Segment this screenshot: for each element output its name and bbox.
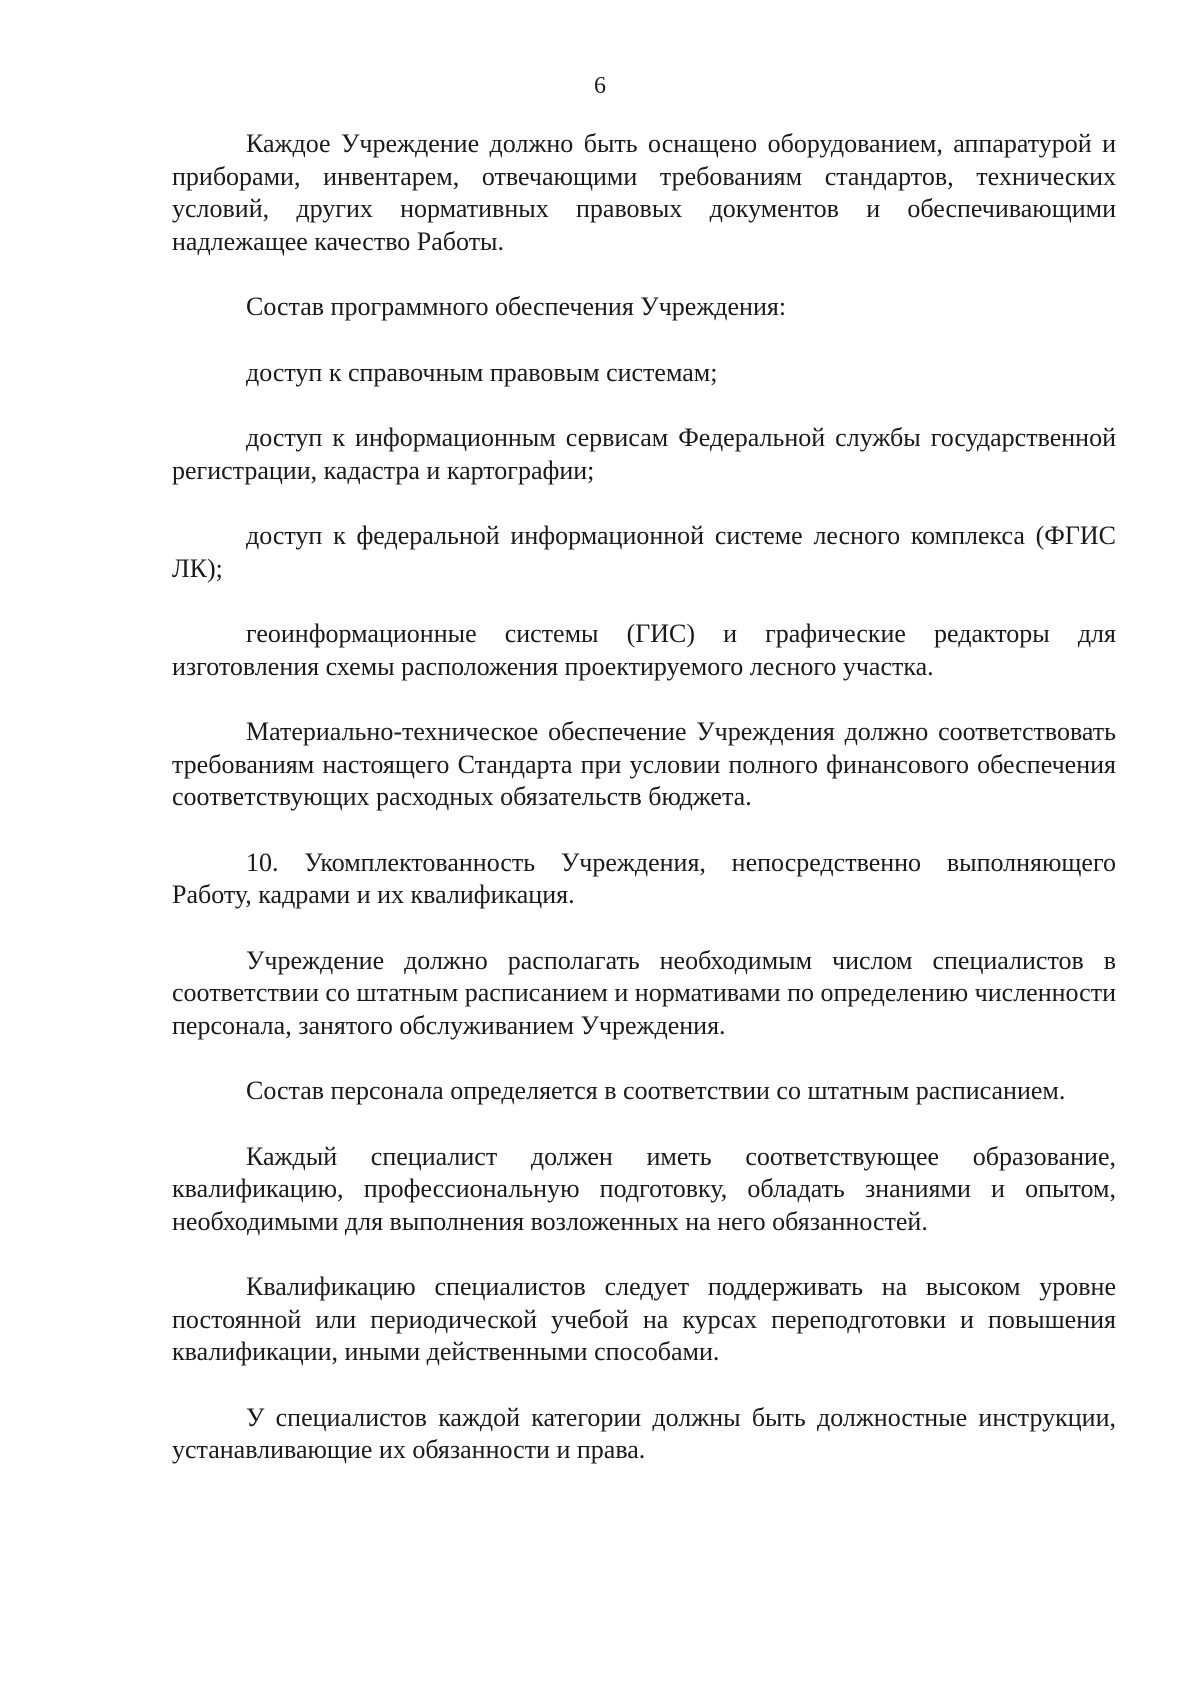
paragraph-fgis-lk: доступ к федеральной информационной системе лесного комплекса (ФГИС ЛК); bbox=[172, 521, 1116, 583]
paragraph-software-heading: Состав программного обеспечения Учреждения: bbox=[246, 292, 787, 321]
paragraph-job-instructions: У специалистов каждой категории должны быть должностные инструкции, устанавливающие их обязанности и права. bbox=[172, 1402, 1116, 1464]
paragraph-equipment: Каждое Учреждение должно быть оснащено оборудованием, аппаратурой и приборами, инвентарем, отвечающими требованиям стандартов, технических условий, других нормативных правовых документов и обеспечивающими надлежащее качество Работы. bbox=[172, 129, 1116, 256]
paragraph-qualification-maintenance: Квалификацию специалистов следует поддерживать на высоком уровне постоянной или периодической учебой на курсах переподготовки и повышения квалификации, иными действенными способами. bbox=[172, 1272, 1116, 1366]
document-body bbox=[172, 128, 1116, 1500]
paragraph-staff-composition: Состав персонала определяется в соответствии со штатным расписанием. bbox=[246, 1076, 1066, 1105]
page-number: 6 bbox=[594, 73, 606, 99]
paragraph-section-10-heading: 10. Укомплектованность Учреждения, непосредственно выполняющего Работу, кадрами и их квалификация. bbox=[172, 847, 1116, 909]
paragraph-gis-editors: геоинформационные системы (ГИС) и графические редакторы для изготовления схемы расположения проектируемого лесного участка. bbox=[172, 619, 1116, 681]
paragraph-rosreestr-services: доступ к информационным сервисам Федеральной службы государственной регистрации, кадастра и картографии; bbox=[172, 423, 1116, 485]
paragraph-legal-systems: доступ к справочным правовым системам; bbox=[246, 357, 718, 387]
paragraph-material-support: Материально-техническое обеспечение Учреждения должно соответствовать требованиям настоящего Стандарта при условии полного финансового обеспечения соответствующих расходных обязательств бюджета. bbox=[172, 717, 1116, 811]
paragraph-specialist-education: Каждый специалист должен иметь соответствующее образование, квалификацию, профессиональную подготовку, обладать знаниями и опытом, необходимыми для выполнения возложенных на него обязанностей. bbox=[172, 1141, 1116, 1236]
paragraph-staff-number: Учреждение должно располагать необходимым числом специалистов в соответствии со штатным расписанием и нормативами по определению численности персонала, занятого обслуживанием Учреждения. bbox=[172, 945, 1116, 1040]
